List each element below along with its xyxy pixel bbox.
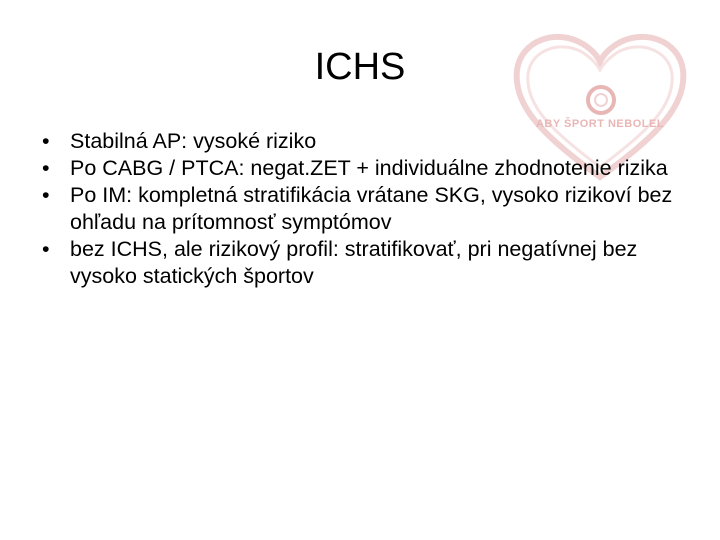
- bullet-item: [42, 236, 682, 290]
- bullet-item: [42, 155, 682, 182]
- bullet-marker: •: [42, 237, 50, 261]
- bullet-text: bez ICHS, ale rizikový profil: stratifikovať, pri negatívnej bez vysoko statických športov: [70, 237, 638, 288]
- bullet-marker: •: [42, 156, 50, 180]
- bullet-marker: •: [42, 183, 50, 207]
- bullet-text: Po IM: kompletná stratifikácia vrátane SKG, vysoko rizikoví bez ohľadu na prítomnosť symptómov: [70, 183, 673, 234]
- bullet-text: Po CABG / PTCA: negat.ZET + individuálne zhodnotenie rizika: [70, 156, 668, 180]
- bullet-list: [42, 128, 682, 290]
- bullet-text: Stabilná AP: vysoké riziko: [70, 129, 317, 153]
- bullet-item: [42, 182, 682, 236]
- bullet-item: [42, 128, 682, 155]
- slide-title: ICHS: [314, 46, 406, 88]
- logo-text: ABY ŠPORT NEBOLEL: [535, 118, 665, 130]
- bullet-marker: •: [42, 129, 50, 153]
